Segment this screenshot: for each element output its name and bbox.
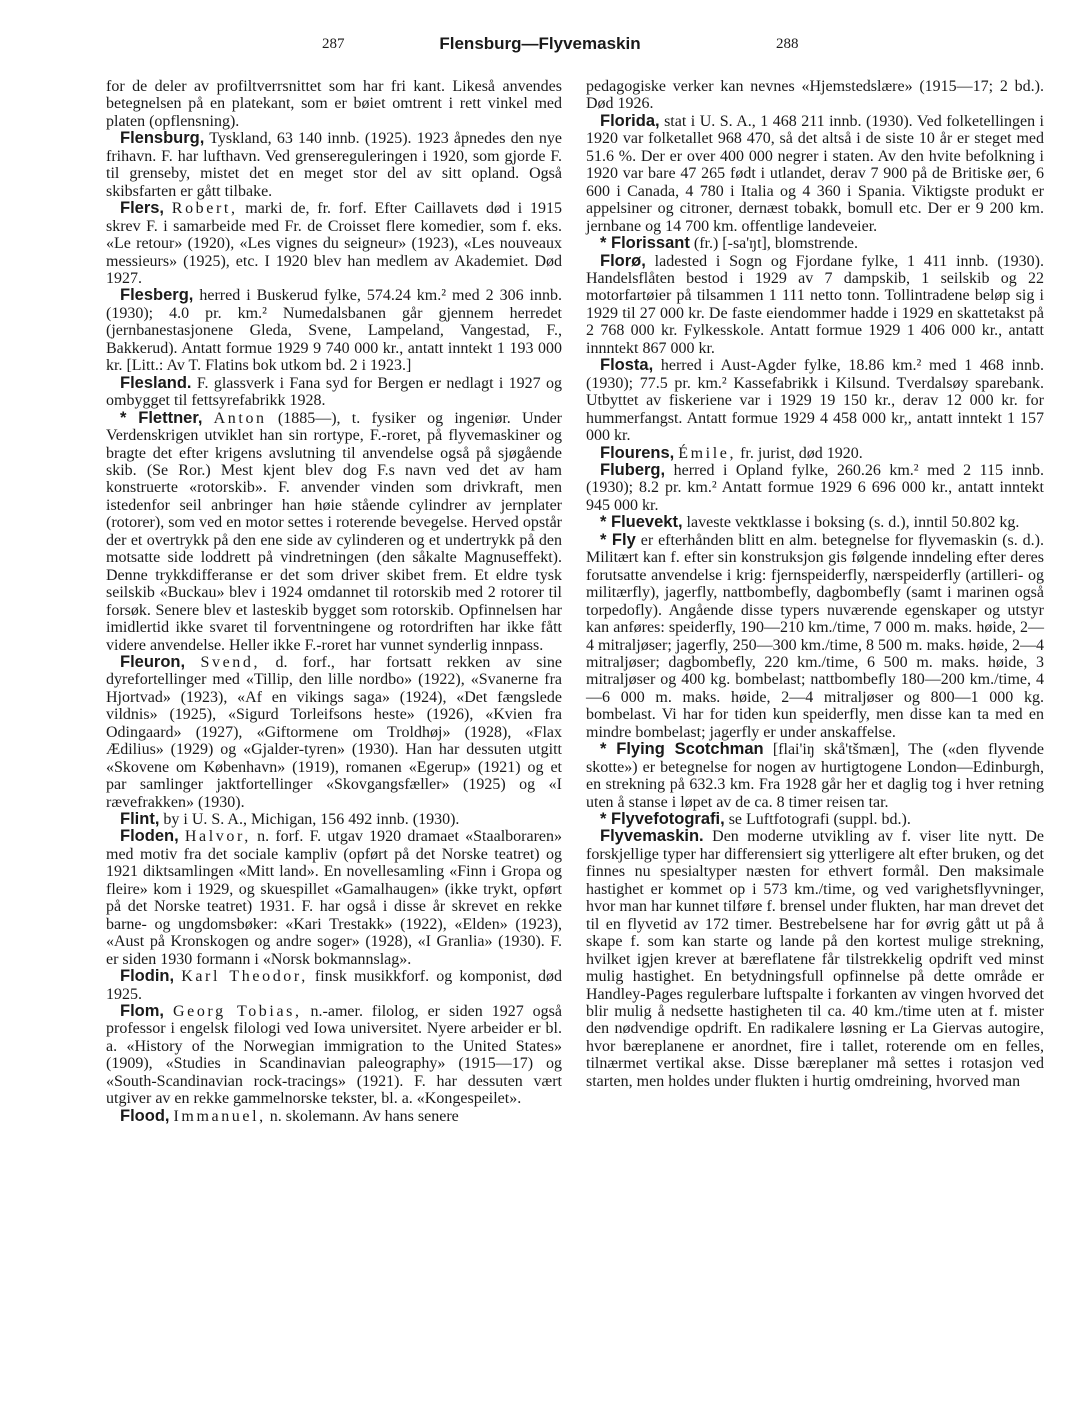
entry-headword: Flosta, <box>600 356 654 375</box>
entry-headword: * Flyvefotografi, <box>600 810 725 829</box>
entry-headword: Flers, <box>120 199 165 218</box>
dictionary-entry <box>586 741 1044 811</box>
entry-headword: Flodin, <box>120 967 175 986</box>
entry-text: laveste vektklasse i boksing (s. d.), inntil 50.802 kg. <box>686 514 1020 532</box>
entry-text: d. forf., har fortsatt rekken av sine dyrefortellinger med «Tillip, den lille nordbo» (1922), «Svanerne fra Hjortvad» (1923), «Af en vikings saga» (1924), «Det fængslede vildnis» (1925), «Sigurd Torleifsons heste» (1926), «Kvien fra Odingaard» (1927), «Giftormene om Troldhøj» (1928), «Flax Ædilius» (1929) og «Gjalder-tyren» (1930). Han har dessuten utgitt «Skovene om København» (1919), romanen «Egerup» (1921) og et par samlinger jaktfortellinger «Skovgangsfæller» (1925) og «I rævefrakken» (1930). <box>106 653 563 811</box>
entry-text: stat i U. S. A., 1 468 211 innb. (1930). Ved folketellingen i 1920 var folketallet 968 470, så det altså i de siste 10 år er steget med 51.6 %. Der er over 400 000 negrer i staten. Av den hvite befolkning i 1920 var bare 47 265 født i utlandet, derav 7 900 på de Britiske øer, 6 600 i Canada, 4 780 i Italia og 4 360 i Spania. Viktigste produkt er appelsiner og citroner, dernæst tobakk, bomull etc. Der er 9 200 km. jernbane og 14 700 km. offentlige landeveier. <box>586 112 1044 235</box>
entry-headword: Flyvemaskin. <box>600 827 704 846</box>
dictionary-entry <box>586 357 1044 444</box>
entry-text: by i U. S. A., Michigan, 156 492 innb. (1930). <box>163 811 460 829</box>
entry-headword: Flesland. <box>120 373 192 392</box>
entry-text: marki de, fr. forf. Efter Caillavets død i 1915 skrev F. i samarbeide med Fr. de Croisset flere komedier, som f. eks. «Le retour» (1920), «Les vignes du seigneur» (1923), «Les nouveaux messieurs» (1925), etc. I 1920 blev han medlem av Akademiet. Død 1927. <box>106 200 562 287</box>
entry-text: Tyskland, 63 140 innb. (1925). 1923 åpnedes den nye frihavn. F. har lufthavn. Ved grensereguleringen i 1920, som gjorde F. til grenseby, mistet det en meget stor del av sitt opland. Også skibsfarten er gått tilbake. <box>106 130 563 200</box>
entry-text: (fr.) [-sa'ŋt], blomstrende. <box>693 235 858 253</box>
entry-headword: Florida, <box>600 111 660 130</box>
entry-given-name: Émile, <box>678 444 737 462</box>
entry-headword: Flint, <box>120 810 160 829</box>
dictionary-entry <box>586 235 1044 252</box>
dictionary-entry <box>106 78 562 130</box>
entry-headword: Fluberg, <box>600 460 666 479</box>
entry-given-name: Georg Tobias, <box>172 1003 302 1021</box>
entry-text: herred i Aust-Agder fylke, 18.86 km.² med 1 468 innb. (1930); 77.5 pr. km.² Kassefabrikk i Kilsund. Tverdalsøy sparebank. Utbyttet av fiskeriene var i 1929 19 150 kr., derav 12 000 kr. for hummerfangst. Antatt formue 1929 4 458 000 kr,, antatt inntekt 1 157 000 kr. <box>586 357 1045 445</box>
entry-headword: Flom, <box>120 1002 164 1021</box>
entry-given-name: Robert, <box>171 200 238 218</box>
entry-headword: * Flying Scotchman <box>600 740 764 759</box>
entry-text: er efterhånden blitt en alm. betegnelse for flyvemaskin (s. d.). Militært kan f. efter sin konstruksjon gis følgende inndeling efter deres forutsatte anvendelse i krig: fjernspeiderfly, nærspeiderfly (artilleri- og militærfly), jagerfly, nattbombefly, dagbombefly (samt i marinen også torpedofly). Angående disse typers nuværende egenskaper og utstyr kan anføres: speiderfly, 190—210 km./time, 7 000 m. maks. høide, 2—4 mitraljøser; jagerfly, 250—300 km./time, 8 500 m. maks. høide, 2—4 mitraljøser; dagbombefly, 220 km./time, 6 500 m. maks. høide, 3 mitraljøser og 400 kg. bombelast; nattbombefly 180—200 km./time, 4—6 000 m. maks. høide, 2—4 mitraljøser og 800—1 000 kg. bombelast. Vi har for tiden kun speiderfly, men disse kan ta med en mindre bombelast; jagerfly er under anskaffelse. <box>586 531 1045 741</box>
dictionary-entry <box>586 532 1044 741</box>
entry-headword: Flensburg, <box>120 129 205 148</box>
dictionary-entry <box>586 445 1044 462</box>
dictionary-entry <box>106 200 562 287</box>
dictionary-entry <box>106 811 562 828</box>
dictionary-entry <box>106 1003 562 1108</box>
entry-text: se Luftfotografi (suppl. bd.). <box>728 811 911 829</box>
entry-text: n. forf. F. utgav 1920 dramaet «Staalboraren» med motiv fra det sociale kampliv (opført på det Norske teatret) og 1921 diktsamlingen «Mitt land». En novellesamling «Finn i Gropa og fleire» kom i 1929, og skuespillet «Gamalhaugen» (ikke trykt, opført på det Norske teatret) 1931. F. har også i disse år skrevet en rekke barne- og ungdomsbøker: «Kari Trestakk» (1922), «Elden» (1923), «Aust på Kronskogen og andre soger» (1928), «I Granlia» (1930). F. er siden 1930 formann i «Norsk bokmannslag». <box>106 828 563 968</box>
entry-text: (1885—), t. fysiker og ingeniør. Under Verdenskrigen utviklet han sin rortype, F.-roret, på flyvemaskiner og bragte det efter krigens avslutning til anvendelse også på sjøgående skib. (Se Ror.) Mest kjent blev dog F.s navn ved det av ham konstruerte «rotorskib». F. anvender vinden som drivkraft, men istedenfor seil anbringer han høie stående cylindrer av jernplater (rotorer), som ved en motor settes i roterende bevegelse. Herved opstår der et overtrykk på den ene side av cylinderen og et undertrykk på den motsatte side loddrett på vindretningen (den såkalte Magnuseffekt). Denne trykkdifferanse er det som driver skibet frem. Et eldre tysk seilskib «Buckau» blev i 1924 omdannet til rotorskib med 2 rotorer til forsøk. Senere blev et lasteskib bygget som rotorskib. Opfinnelsen har imidlertid ikke svaret til forventningene og rotordriften har ikke fått videre anvendelse. Heller ikke F.-roret har vunnet synderlig innpass. <box>106 409 563 654</box>
entry-headword: Flesberg, <box>120 286 194 305</box>
entry-text: for de deler av profiltverrsnittet som har fri kant. Likeså anvendes betegnelsen på en platekant, som er bøiet omtrent i rett vinkel med platen (opflensning). <box>106 78 562 130</box>
dictionary-entry <box>586 514 1044 531</box>
entry-text: fr. jurist, død 1920. <box>736 444 863 462</box>
running-title: Flensburg—Flyvemaskin <box>439 34 641 53</box>
entry-given-name: Immanuel, <box>173 1107 266 1125</box>
entry-text: pedagogiske verker kan nevnes «Hjemstedslære» (1915—17; 2 bd.). Død 1926. <box>586 78 1044 113</box>
entry-given-name: Karl Theodor, <box>181 968 308 986</box>
dictionary-entry <box>586 828 1044 1090</box>
dictionary-entry <box>586 811 1044 828</box>
dictionary-entry <box>106 968 562 1003</box>
entry-headword: * Flettner, <box>120 408 203 427</box>
entry-headword: Flourens, <box>600 443 675 462</box>
entry-given-name: Anton <box>213 409 267 427</box>
dictionary-entry <box>106 375 562 410</box>
dictionary-entry <box>586 462 1044 514</box>
entry-text: ladested i Sogn og Fjordane fylke, 1 411 innb. (1930). Handelsflåten bestod i 1929 av 7 dampskib, 1 seilskib og 22 motorfartøier på tilsammen 1 111 netto tonn. Tollintradene beløp sig i 1929 til 27 000 kr. De faste eiendommer hadde i 1929 en skattetakst på 2 768 000 kr. Fylkesskole. Antatt formue 1929 1 406 000 kr., antatt innntekt 867 000 kr. <box>586 252 1045 357</box>
dictionary-entry <box>586 78 1044 113</box>
dictionary-entry <box>106 654 562 811</box>
entry-text: n. skolemann. Av hans senere <box>265 1107 459 1125</box>
dictionary-entry <box>106 410 562 654</box>
entry-headword: Florø, <box>600 251 646 270</box>
entry-headword: Flood, <box>120 1106 170 1125</box>
page-header <box>0 36 1080 60</box>
entry-text: herred i Buskerud fylke, 574.24 km.² med 2 306 innb. (1930); 4.0 pr. km.² Numedalsbanen går gjennem herredet (jernbanestasjonene Gleda, Svene, Lampeland, Vangestad, F., Bakkerud). Antatt formue 1929 9 740 000 kr., antatt inntekt 1 193 000 kr. [Litt.: Av T. Flatins bok utkom bd. 2 i 1923.] <box>106 287 563 375</box>
entry-text: finsk musikkforf. og komponist, død 1925. <box>106 968 562 1003</box>
dictionary-entry <box>106 130 562 200</box>
left-column <box>106 78 562 1125</box>
entry-text: herred i Opland fylke, 260.26 km.² med 2 115 innb. (1930); 8.2 pr. km.² Antatt formue 1929 6 696 000 kr., antatt inntekt 945 000 kr. <box>586 461 1045 514</box>
dictionary-entry <box>586 113 1044 235</box>
entry-headword: * Fluevekt, <box>600 513 683 532</box>
entry-headword: * Florissant <box>600 234 690 253</box>
page-number-left: 287 <box>322 36 345 52</box>
entry-text: [flai'iŋ skå'tšmæn], The («den flyvende skotte») er betegnelse for nogen av hurtigtogene London—Edinburgh, en strekning på 632.3 km. Fra 1928 går her et daglig tog i hver retning uten å stanse i løpet av de ca. 8 timer reisen tar. <box>586 741 1045 811</box>
dictionary-entry <box>586 253 1044 358</box>
page-number-right: 288 <box>776 36 799 52</box>
entry-text: n.-amer. filolog, er siden 1927 også professor i engelsk filologi ved Iowa universitet. Nyere arbeider er bl. a. «History of the Norwegian immigration to the United States» (1909), «Studies in Scandinavian paleography» (1915—17) og «South-Scandinavian rock-tracings» (1921). F. har dessuten vært utgiver av en rekke gammelnorske tekster, bl. a. «Kongespeilet». <box>106 1003 562 1108</box>
right-column <box>586 78 1044 1090</box>
dictionary-entry <box>106 1108 562 1125</box>
dictionary-entry <box>106 287 562 374</box>
entry-headword: Fleuron, <box>120 652 186 671</box>
entry-headword: * Fly <box>600 530 636 549</box>
dictionary-entry <box>106 828 562 968</box>
entry-given-name: Halvor, <box>184 828 251 846</box>
entry-text: F. glassverk i Fana syd for Bergen er nedlagt i 1927 og ombygget til fettsyrefabrikk 1928. <box>106 374 563 410</box>
entry-headword: Floden, <box>120 827 179 846</box>
entry-given-name: Svend, <box>200 653 261 671</box>
entry-text: Den moderne utvikling av f. viser lite nytt. De forskjellige typer har differensiert sig ytterligere alt efter bruken, og det finnes nu spesialtyper næsten for ethvert formål. Den maksimale hastighet er kommet op i 573 km./time, og ved varighetsflyvninger, hvor man har kunnet tilføre f. brensel under flukten, har man drevet det til en flyvetid av 172 timer. Bestrebelsene har for øvrig gått ut på å skape f. som kan starte og lande på den kortest mulige strekning, hvilket igjen krever at bæreflatene får tilstrekkelig opdrift ved minst mulig hastighet. En betydningsfull opfinnelse på dette område er Handley-Pages regulerbare luftspalte i forkanten av vingen hvorved det blir mulig å nedsette hastigheten til ca. 40 km./time uten at f. mister den nødvendige opdrift. En radikalere løsning er La Giervas autogire, hvor bæreplanene er anordnet, fire i tallet, roterende om en felles, tilnærmet vertikal akse. Disse bæreplaner må settes i rotasjon ved starten, men holdes under flukten i hurtig omdreining, hvorved man <box>586 828 1045 1090</box>
